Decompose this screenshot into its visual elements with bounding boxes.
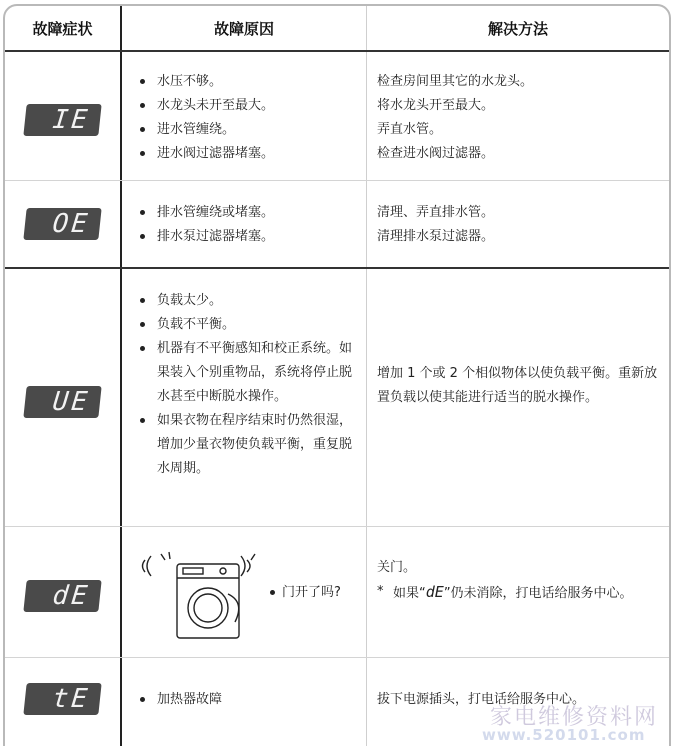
note-prefix: 如果“ bbox=[393, 586, 426, 601]
cause-list bbox=[135, 289, 360, 481]
error-code-display: UE bbox=[23, 386, 101, 418]
solution-cell bbox=[377, 201, 669, 249]
row-divider bbox=[5, 526, 669, 527]
solution-line: 拔下电源插头，打电话给服务中心。 bbox=[377, 692, 586, 707]
list-item: 机器有不平衡感知和校正系统。如果装入个别重物品，系统将停止脱水甚至中断脱水操作。 bbox=[135, 337, 360, 409]
row-divider bbox=[5, 50, 669, 52]
list-item: 排水泵过滤器堵塞。 bbox=[135, 225, 360, 249]
solution-line: 清理排水泵过滤器。 bbox=[377, 229, 495, 244]
list-item: 加热器故障 bbox=[135, 688, 360, 712]
list-item: 排水管缠绕或堵塞。 bbox=[135, 201, 360, 225]
list-item: 如果衣物在程序结束时仍然很湿，增加少量衣物使负载平衡，重复脱水周期。 bbox=[135, 409, 360, 481]
list-item: 水压不够。 bbox=[135, 70, 360, 94]
watermark-text: 家电维修资料网 bbox=[490, 705, 659, 730]
solution-line: 增加 1 个或 2 个相似物体以使负载平衡。重新放置负载以使其能进行适当的脱水操作。 bbox=[377, 366, 658, 405]
solution-line: 将水龙头开至最大。 bbox=[377, 98, 495, 113]
list-item: 负载太少。 bbox=[135, 289, 360, 313]
solution-line: 检查房间里其它的水龙头。 bbox=[377, 74, 534, 89]
cause-list bbox=[135, 201, 360, 249]
solution-cell bbox=[377, 362, 669, 410]
fault-table bbox=[5, 6, 669, 746]
header-solution: 解决方法 bbox=[487, 19, 548, 38]
open-door-arc bbox=[228, 594, 239, 622]
list-item: 进水管缠绕。 bbox=[135, 118, 360, 142]
list-item: 进水阀过滤器堵塞。 bbox=[135, 142, 360, 166]
row-divider bbox=[5, 657, 669, 658]
list-item: 水龙头未开至最大。 bbox=[135, 94, 360, 118]
door-open-question: 门开了吗? bbox=[268, 584, 341, 602]
row-divider bbox=[5, 267, 669, 269]
column-divider bbox=[366, 6, 367, 746]
watermark-url: www.520101.com bbox=[482, 726, 646, 744]
machine-body bbox=[177, 564, 239, 638]
list-item: 负载不平衡。 bbox=[135, 313, 360, 337]
solution-cell bbox=[377, 556, 669, 606]
column-divider bbox=[120, 6, 122, 746]
row-divider bbox=[5, 180, 669, 181]
error-code-display: IE bbox=[23, 104, 101, 136]
solution-cell bbox=[377, 70, 669, 166]
solution-line: 清理、弄直排水管。 bbox=[377, 205, 495, 220]
error-code-display: dE bbox=[23, 580, 101, 612]
solution-line: 关门。 bbox=[377, 560, 417, 575]
error-code-display: tE bbox=[23, 683, 101, 715]
note-code: dE bbox=[425, 583, 444, 601]
note-suffix: ”仍未消除，打电话给服务中心。 bbox=[443, 586, 633, 601]
solution-note bbox=[377, 580, 669, 606]
error-code-display: OE bbox=[23, 208, 101, 240]
washing-machine-illustration bbox=[135, 550, 265, 640]
solution-line: 检查进水阀过滤器。 bbox=[377, 146, 495, 161]
solution-line: 弄直水管。 bbox=[377, 122, 443, 137]
header-cause: 故障原因 bbox=[213, 19, 274, 38]
asterisk: * bbox=[377, 584, 384, 599]
cause-list bbox=[135, 688, 360, 712]
header-symptom: 故障症状 bbox=[32, 19, 93, 38]
cause-list bbox=[135, 70, 360, 166]
